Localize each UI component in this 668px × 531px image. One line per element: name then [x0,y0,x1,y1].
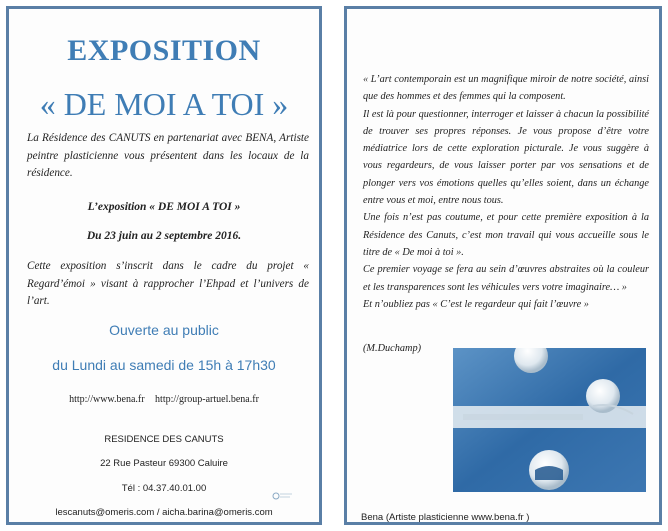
exhibition-dates: Du 23 juin au 2 septembre 2016. [86,230,242,242]
artist-statement [363,71,649,313]
statement-paragraph-3: Une fois n’est pas coutume, et pour cette première exposition à la Résidence des Canuts, c’est mon travail qui vous accueille sous le titre de « De moi à toi ». [363,212,649,258]
venue-address: 22 Rue Pasteur 69300 Caluire [100,458,228,469]
artist-caption: Bena (Artiste plasticienne www.bena.fr ) [361,512,530,523]
duchamp-attribution: (M.Duchamp) [363,343,422,354]
exposition-title: EXPOSITION [67,34,261,67]
venue-phone: Tél : 04.37.40.01.00 [121,483,207,494]
bena-link[interactable]: http://www.bena.fr [69,394,145,405]
project-paragraph: Cette exposition s’inscrit dans le cadre du projet « Regard’émoi » visant à rapprocher l’Ehpad et l’univers de l’art. [27,260,309,307]
right-flyer-panel [344,6,662,525]
abstract-artwork-image [453,348,646,492]
statement-paragraph-2: Il est là pour questionner, interroger et laisser à chacun la possibilité de trouver ses propres réponses. Je vous propose d’être votre médiatrice lors de cette exploration picturale. Je vous suggère à vous regardeurs, de vous laisser porter par vos sensations et de plonger vers vos émotions quelles qu’elles soient, dans un échange entre vous et moi, entre nous tous. [363,108,649,207]
statement-paragraph-4: Ce premier voyage se fera au sein d’œuvres abstraites où la couleur et les transparences sont les véhicules vers votre imaginaire… » [363,264,649,293]
left-flyer-panel [6,6,322,525]
links-row [9,394,319,405]
group-artuel-link[interactable]: http://group-artuel.bena.fr [155,394,259,405]
exposition-name: « DE MOI A TOI » [39,86,289,122]
statement-paragraph-1: « L’art contemporain est un magnifique miroir de notre société, ainsi que des hommes et des femmes qui la composent. [363,74,649,103]
open-label: Ouverte au public [109,322,219,338]
contact-emails: lescanuts@omeris.com / aicha.barina@omeris.com [55,507,273,518]
residence-logo-icon [271,489,293,503]
venue-name: RESIDENCE DES CANUTS [104,434,224,445]
statement-paragraph-5: Et n’oubliez pas « C’est le regardeur qui fait l’œuvre » [363,298,589,310]
opening-hours: du Lundi au samedi de 15h à 17h30 [52,357,276,373]
exhibition-title-line: L’exposition « DE MOI A TOI » [87,201,241,213]
intro-paragraph: La Résidence des CANUTS en partenariat avec BENA, Artiste peintre plasticienne vous présentent dans les locaux de la résidence. [27,132,309,179]
